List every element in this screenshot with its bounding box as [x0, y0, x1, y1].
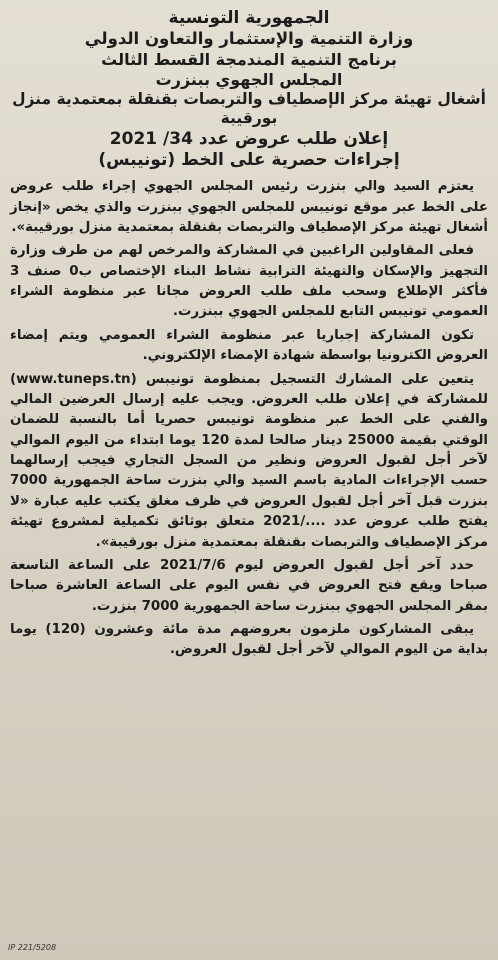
program-title: برنامج التنمية المندمجة القسط الثالث — [101, 49, 397, 69]
announcement-title: إعلان طلب عروض عدد 34/ 2021 — [109, 128, 389, 149]
republic-title: الجمهورية التونسية — [168, 8, 330, 28]
procedure-title: إجراءات حصرية على الخط (تونيبس) — [98, 149, 400, 170]
paragraph-eligibility: فعلى المقاولين الراغبين في المشاركة والمرخص لهم من طرف وزارة التجهيز والإسكان والتهيئة الترابية نشاط البناء الإختصاص ب0 صنف 3 فأكثر الإطلاع وسحب ملف طلب العروض مجانا عبر منظومة الشراء العمومي تونيبس التابع للمجلس الجهوي ببنزرت. — [10, 243, 488, 320]
ministry-title: وزارة التنمية والإستثمار والتعاون الدولي — [84, 29, 414, 49]
paragraph-deadline: حدد آخر أجل لقبول العروض ليوم 2021/7/6 على الساعة التاسعة صباحا ويقع فتح العروض في نفس اليوم على الساعة العاشرة صباحا بمقر المجلس الجهوي ببنزرت ساحة الجمهورية 7000 بنزرت. — [10, 557, 488, 614]
paragraph-intro: يعتزم السيد والي بنزرت رئيس المجلس الجهوي إجراء طلب عروض على الخط عبر موقع تونيبس للمجلس الجهوي ببنزرت والذي يخص «إنجاز أشغال تهيئة مركز الإصطياف والتربصات بقنقلة بمعتمدية منزل بورقيبة». — [10, 179, 488, 235]
paragraph-registration: يتعين على المشارك التسجيل بمنظومة تونيبس (www.tuneps.tn) للمشاركة في إعلان طلب العروض. ويجب عليه إرسال العرضين المالي والفني على الخط عبر منظومة تونيبس حصريا أما بالنسبة للضمان الوقتي بقيمة 25000 دينار صالحا لمدة 120 يوما ابتداء من اليوم الموالي لآخر أجل لقبول العروض ونظير من السجل التجاري فيجب إرسالهما حسب الإجراءات المادية باسم السيد والي بنزرت ساحة الجمهورية 7000 بنزرت قبل آخر أجل لقبول العروض في ظرف مغلق يكتب عليه عبارة «لا يفتح طلب عروض عدد ..../2021 متعلق بوثائق تكميلية لمشروع تهيئة مركز الإصطياف والتربصات بقنقلة بمعتمدية منزل بورقيبة». — [10, 371, 488, 550]
notice-body — [10, 177, 488, 661]
paragraph-participation: تكون المشاركة إجباريا عبر منظومة الشراء العمومي ويتم إمضاء العروض الكترونيا بواسطة شهادة الإمضاء الإلكتروني. — [10, 327, 488, 364]
project-title: أشغال تهيئة مركز الإصطياف والتربصات بقنقلة بمعتمدية منزل بورقيبة — [12, 89, 486, 128]
paragraph-validity: يبقى المشاركون ملزمون بعروضهم مدة مائة وعشرون (120) يوما بداية من اليوم الموالي لآخر أجل لقبول العروض. — [10, 622, 488, 658]
council-title: المجلس الجهوي ببنزرت — [155, 69, 343, 89]
notice-header — [10, 8, 488, 171]
publication-reference: IP 221/5208 — [8, 943, 57, 952]
